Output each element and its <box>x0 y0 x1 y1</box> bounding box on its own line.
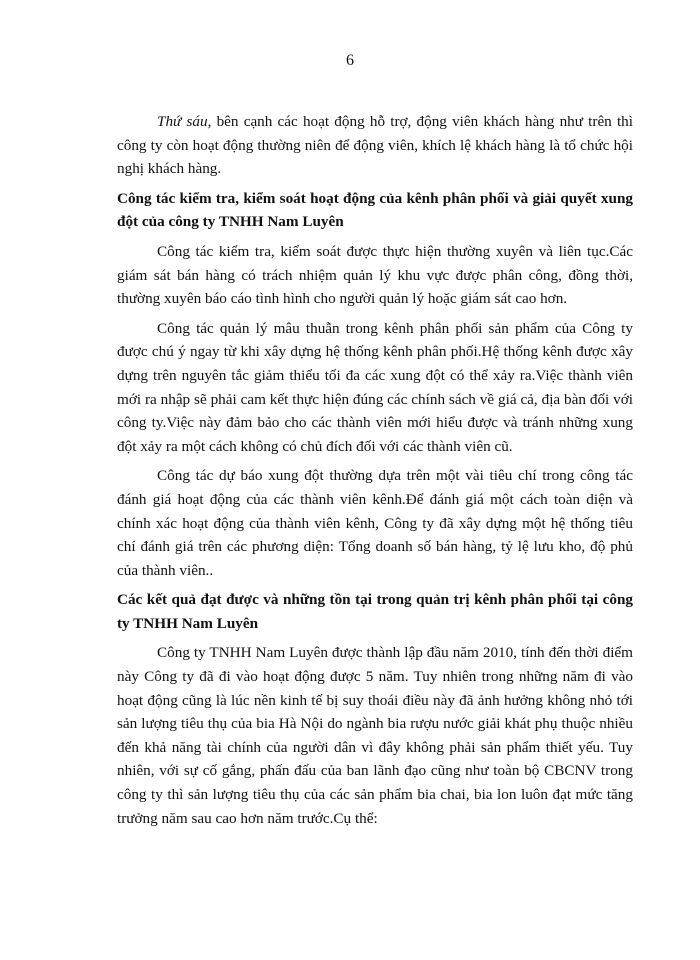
paragraph-2: Công tác kiểm tra, kiểm soát được thực hiện thường xuyên và liên tục.Các giám sát bán hàng có trách nhiệm quản lý khu vực được phân công, đồng thời, thường xuyên báo cáo tình hình cho người quản lý hoặc giám sát cao hơn. <box>117 242 633 308</box>
page-number: 6 <box>346 52 354 69</box>
section-heading-control: Công tác kiểm tra, kiểm soát hoạt động của kênh phân phối và giải quyết xung đột của công ty TNHH Nam Luyên <box>117 189 633 231</box>
paragraph-5: Công ty TNHH Nam Luyên được thành lập đầu năm 2010, tính đến thời điểm này Công ty đã đi vào hoạt động được 5 năm. Tuy nhiên trong những năm đi vào hoạt động cũng là lúc nền kinh tế bị suy thoái điều này đã ảnh hưởng không nhỏ tới sản lượng tiêu thụ của bia Hà Nội do ngành bia rượu nước giải khát phụ thuộc nhiều đến khả năng tài chính của người dân vì đây không phải sản phẩm thiết yếu. Tuy nhiên, với sự cố gắng, phấn đấu của ban lãnh đạo cũng như toàn bộ CBCNV trong công ty thì sản lượng tiêu thụ của các sản phẩm bia chai, bia lon luôn đạt mức tăng trưởng năm sau cao hơn năm trước.Cụ thể: <box>117 644 633 827</box>
paragraph-3: Công tác quản lý mâu thuẫn trong kênh phân phối sản phẩm của Công ty được chú ý ngay từ khi xây dựng hệ thống kênh phân phối.Hệ thống kênh được xây dựng trên nguyên tắc giảm thiểu tối đa các xung đột có thể xảy ra.Việc thành viên mới ra nhập sẽ phải cam kết thực hiện đúng các chính sách về giá cả, địa bàn đối với công ty.Việc này đảm bảo cho các thành viên mới hiểu được và tránh những xung đột xảy ra một cách không có chủ đích đối với các thành viên cũ. <box>117 319 633 455</box>
paragraph-1-lead: Thứ sáu <box>157 113 208 130</box>
paragraph-1 <box>117 110 633 181</box>
paragraph-4: Công tác dự báo xung đột thường dựa trên một vài tiêu chí trong công tác đánh giá hoạt động của các thành viên kênh.Để đánh giá một cách toàn diện và chính xác hoạt động của thành viên kênh, Công ty đã xây dựng một hệ thống tiêu chí đánh giá trên các phương diện: Tổng doanh số bán hàng, tỷ lệ lưu kho, độ phủ của thành viên.. <box>117 467 633 579</box>
section-heading-results: Các kết quả đạt được và những tồn tại trong quản trị kênh phân phối tại công ty TNHH Nam Luyên <box>117 591 633 632</box>
document-body <box>117 110 633 836</box>
paragraph-1-text: , bên cạnh các hoạt động hỗ trợ, động viên khách hàng như trên thì công ty còn hoạt động thường niên để động viên, khích lệ khách hàng là tổ chức hội nghị khách hàng. <box>117 113 633 178</box>
